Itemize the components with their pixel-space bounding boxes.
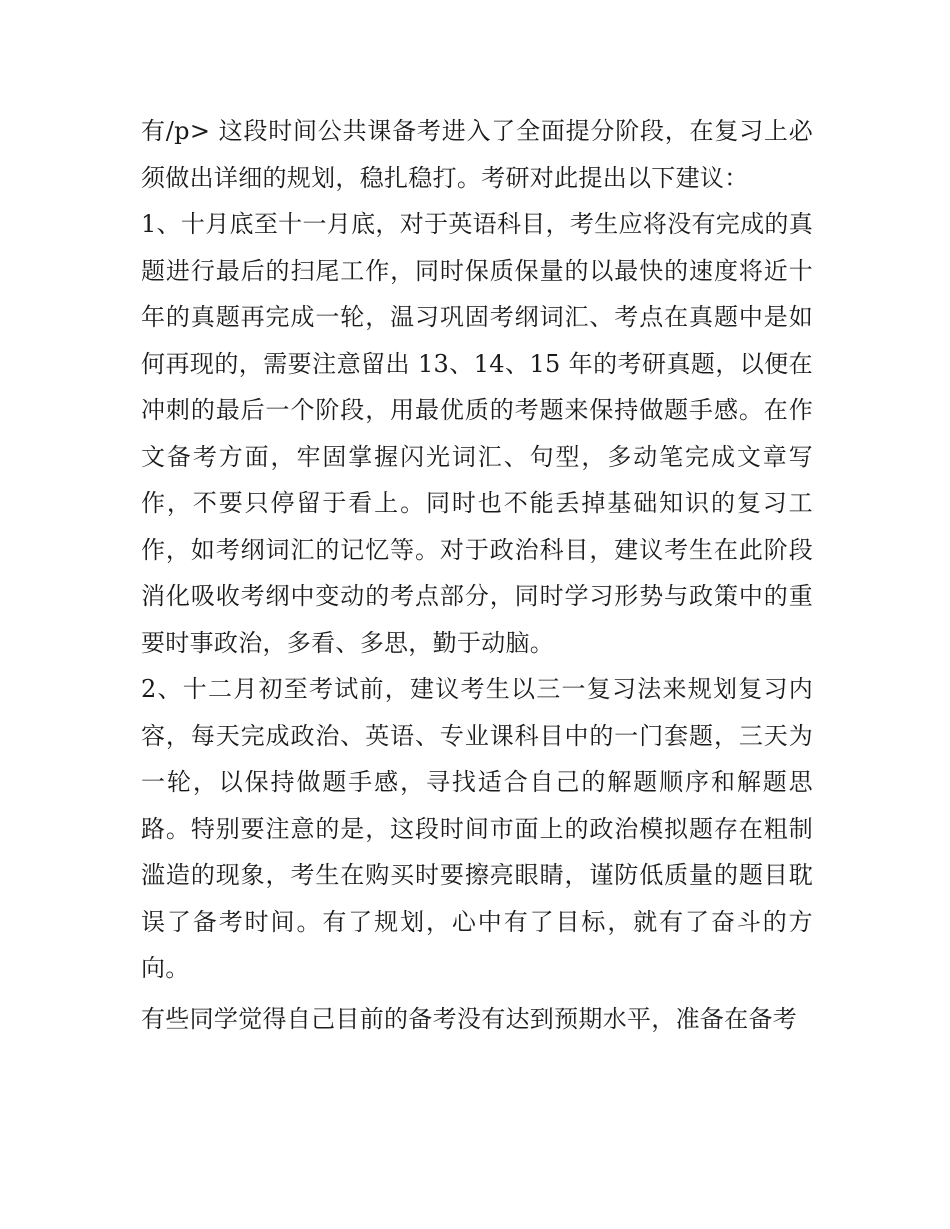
paragraph-continuation: 有些同学觉得自己目前的备考没有达到预期水平，准备在备考 <box>141 1004 798 1033</box>
paragraph-december-plan: 2、十二月初至考试前，建议考生以三一复习法来规划复习内容，每天完成政治、英语、专业课科目中的一门套题，三天为一轮，以保持做题手感，寻找适合自己的解题顺序和解题思路。特别要注意的是，这段时间市面上的政治模拟题存在粗制滥造的现象，考生在购买时要擦亮眼睛，谨防低质量的题目耽误了备考时间。有了规划，心中有了目标，就有了奋斗的方向。 <box>141 675 813 982</box>
paragraph-english-politics-plan: 1、十月底至十一月底，对于英语科目，考生应将没有完成的真题进行最后的扫尾工作，同时保质保量的以最快的速度将近十年的真题再完成一轮，温习巩固考纲词汇、考点在真题中是如何再现的，需要注意留出 13、14、15 年的考研真题，以便在冲刺的最后一个阶段，用最优质的考题来保持做题手感。在作文备考方面，牢固掌握闪光词汇、句型，多动笔完成文章写作，不要只停留于看上。同时也不能丢掉基础知识的复习工作，如考纲词汇的记忆等。对于政治科目，建议考生在此阶段消化吸收考纲中变动的考点部分，同时学习形势与政策中的重要时事政治，多看、多思，勤于动脑。 <box>141 210 813 657</box>
paragraph-intro: 有/p> 这段时间公共课备考进入了全面提分阶段，在复习上必须做出详细的规划，稳扎稳打。考研对此提出以下建议： <box>141 117 813 192</box>
document-body <box>141 108 813 1042</box>
